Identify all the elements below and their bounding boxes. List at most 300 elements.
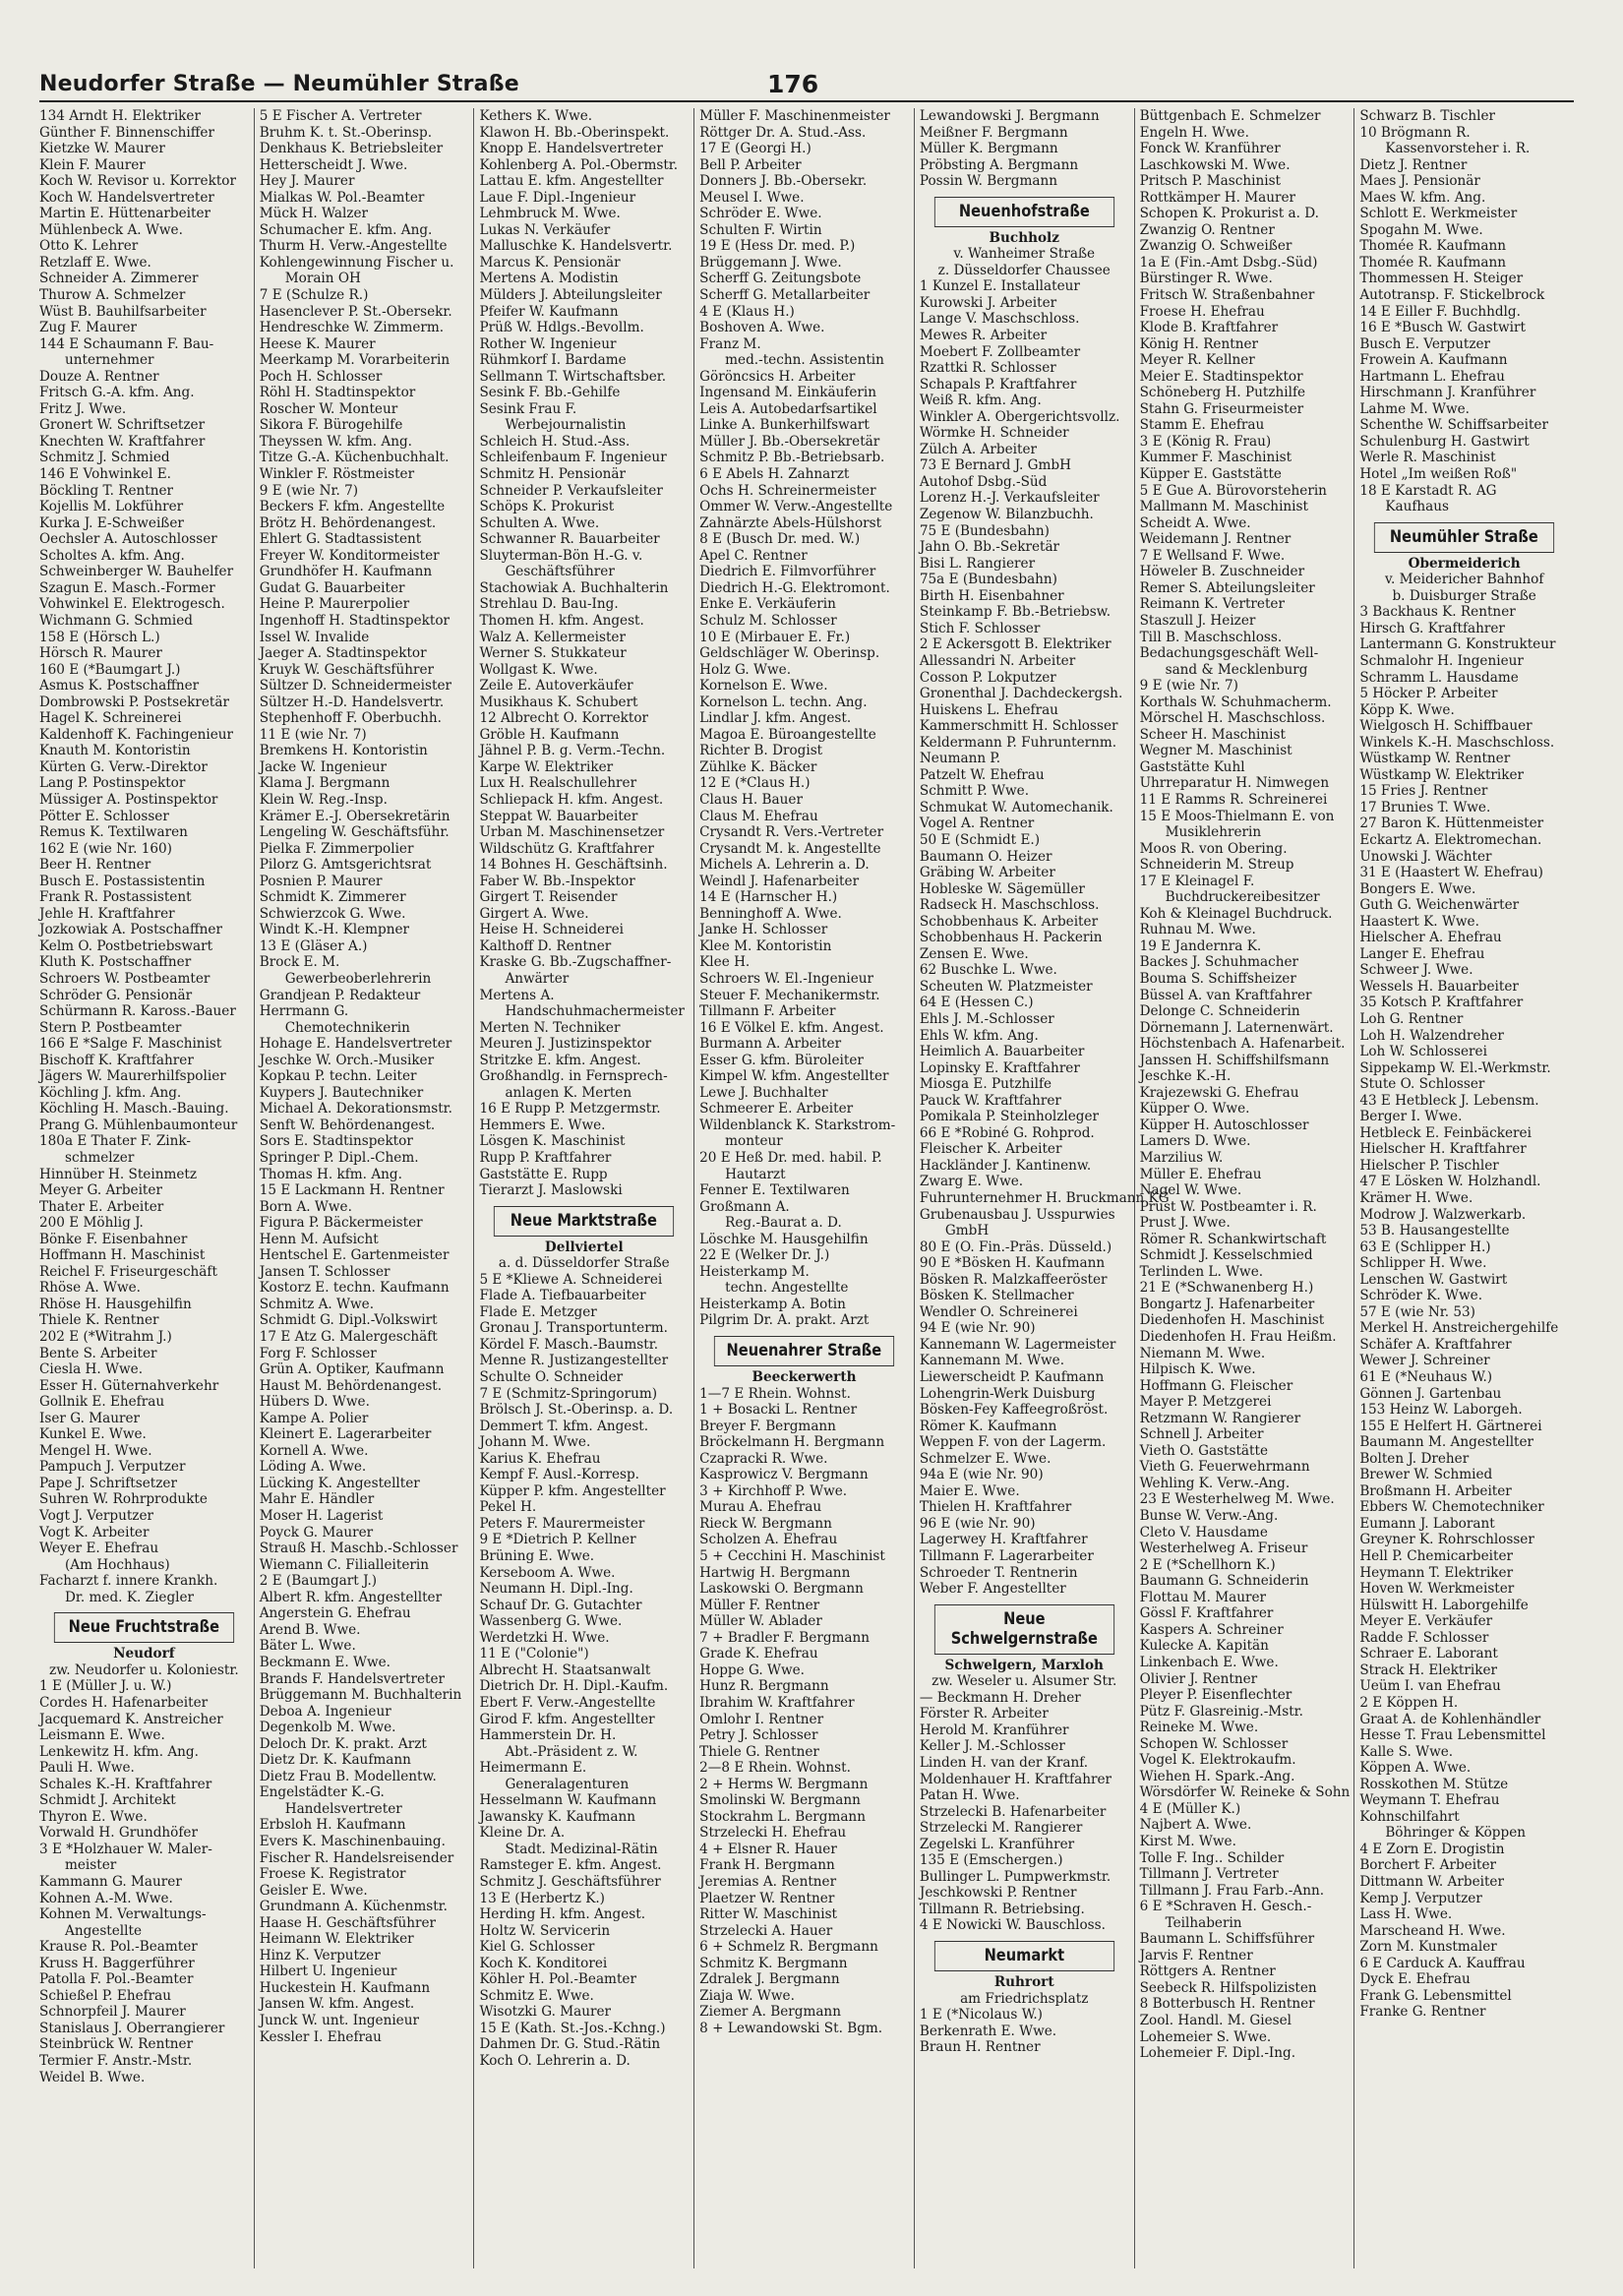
resident-entry: Müller K. Bergmann xyxy=(919,141,1058,157)
resident-entry: Flade E. Metzger xyxy=(479,1303,597,1320)
resident-entry: Fenner E. Textilwaren xyxy=(699,1182,850,1199)
resident-entry: Diedrich E. Filmvorführer xyxy=(699,564,876,580)
resident-entry: Jansen T. Schlosser xyxy=(259,1263,391,1280)
resident-entry: Stute O. Schlosser xyxy=(1359,1076,1485,1093)
resident-entry: Schmeerer E. Arbeiter xyxy=(699,1101,854,1118)
resident-entry: Stamm E. Ehefrau xyxy=(1139,417,1265,434)
resident-entry: Sültzer D. Schneidermeister xyxy=(259,678,452,695)
resident-entry: Evers K. Maschinenbauing. xyxy=(259,1833,446,1849)
resident-entry: Esser G. kfm. Büroleiter xyxy=(699,1052,864,1068)
resident-entry: Issel W. Invalide xyxy=(259,629,370,645)
resident-entry: Busch E. Postassistentin xyxy=(39,873,206,889)
resident-entry: Pape J. Schriftsetzer xyxy=(39,1475,177,1491)
resident-entry: 4 E Nowicki W. Bauschloss. xyxy=(919,1917,1106,1934)
resident-entry: König H. Rentner xyxy=(1139,335,1258,352)
resident-entry: Hotel „Im weißen Roß" xyxy=(1359,466,1518,483)
resident-entry: Radseck H. Maschschloss. xyxy=(919,897,1100,914)
resident-entry: Prang G. Mühlenbaumonteur xyxy=(39,1117,238,1133)
resident-entry: Schraer E. Laborant xyxy=(1359,1646,1498,1662)
resident-entry: Diedenhofen H. Maschinist xyxy=(1139,1312,1325,1329)
resident-entry: Meyer E. Verkäufer xyxy=(1359,1613,1493,1630)
resident-entry: Poch H. Schlosser xyxy=(259,368,383,385)
resident-entry: Moser H. Lagerist xyxy=(259,1508,384,1525)
resident-entry-continuation: Kassenvorsteher i. R. xyxy=(1385,141,1531,157)
resident-entry: Schlott E. Werkmeister xyxy=(1359,206,1518,222)
resident-entry: Winkler A. Obergerichtsvollz. xyxy=(919,408,1120,425)
resident-entry: Reineke M. Wwe. xyxy=(1139,1720,1259,1736)
resident-entry: Pampuch J. Verputzer xyxy=(39,1459,186,1476)
resident-entry: Werle R. Maschinist xyxy=(1359,450,1496,466)
resident-entry: Murau A. Ehefrau xyxy=(699,1499,822,1516)
resident-entry: Gronert W. Schriftsetzer xyxy=(39,417,206,434)
resident-entry: Schmitz H. Pensionär xyxy=(479,466,626,483)
resident-entry: Römer K. Kaufmann xyxy=(919,1418,1057,1434)
resident-entry: Lenkewitz H. kfm. Ang. xyxy=(39,1743,199,1760)
resident-entry: 96 E (wie Nr. 90) xyxy=(919,1515,1036,1532)
resident-entry: 2 E (Baumgart J.) xyxy=(259,1573,378,1590)
resident-entry: Martin E. Hüttenarbeiter xyxy=(39,206,211,222)
resident-entry: Radde F. Schlosser xyxy=(1359,1629,1489,1646)
resident-entry: Klee M. Kontoristin xyxy=(699,937,832,954)
resident-entry: Kammann G. Maurer xyxy=(39,1873,182,1890)
resident-entry: Wegner M. Maschinist xyxy=(1139,743,1292,759)
resident-entry: Guth G. Weichenwärter xyxy=(1359,897,1520,914)
resident-entry: 144 E Schaumann F. Bau- xyxy=(39,335,214,352)
resident-entry: Langer E. Ehefrau xyxy=(1359,945,1485,962)
resident-entry: Großmann A. xyxy=(699,1198,790,1215)
resident-entry: 8 E (Busch Dr. med. W.) xyxy=(699,531,861,548)
resident-entry: Mertens A. Modistin xyxy=(479,271,619,287)
resident-entry: Westerhelweg A. Friseur xyxy=(1139,1541,1308,1557)
resident-entry: 1 Kunzel E. Installateur xyxy=(919,278,1080,295)
resident-entry: Schmitz E. Wwe. xyxy=(479,1987,594,2004)
resident-entry: Hammerstein Dr. H. xyxy=(479,1727,617,1744)
resident-entry: Wehling K. Verw.-Ang. xyxy=(1139,1475,1291,1491)
resident-entry-continuation: Morain OH xyxy=(284,271,361,287)
resident-entry: Wüstkamp W. Rentner xyxy=(1359,751,1511,767)
resident-entry: 66 E *Robiné G. Rohprod. xyxy=(919,1124,1095,1141)
resident-entry: Kurowski J. Arbeiter xyxy=(919,294,1057,311)
resident-entry: Thyron E. Wwe. xyxy=(39,1808,148,1825)
resident-entry: 75 E (Bundesbahn) xyxy=(919,522,1050,539)
resident-entry: Jaeger A. Stadtinspektor xyxy=(259,645,427,662)
resident-entry: Vogt J. Verputzer xyxy=(39,1508,154,1525)
resident-entry: Kelm O. Postbetriebswart xyxy=(39,937,213,954)
resident-entry: Junck W. unt. Ingenieur xyxy=(259,2012,419,2028)
resident-entry: Hasenclever P. St.-Obersekr. xyxy=(259,303,452,320)
resident-entry: Graat A. de Kohlenhändler xyxy=(1359,1711,1541,1727)
resident-entry: Neumann H. Dipl.-Ing. xyxy=(479,1581,633,1598)
resident-entry-continuation: Böhringer & Köppen xyxy=(1385,1825,1527,1842)
resident-entry: Ingenhoff H. Stadtinspektor xyxy=(259,612,451,629)
resident-entry: Maes J. Pensionär xyxy=(1359,173,1480,190)
resident-entry: 200 E Möhlig J. xyxy=(39,1215,144,1232)
resident-entry: Krajezewski G. Ehefrau xyxy=(1139,1084,1299,1101)
resident-entry: Hielscher H. Kraftfahrer xyxy=(1359,1141,1527,1158)
resident-entry: Wassenberg G. Wwe. xyxy=(479,1613,623,1630)
resident-entry: Hetterscheidt J. Wwe. xyxy=(259,156,408,173)
resident-entry: Ebert F. Verw.-Angestellte xyxy=(479,1694,656,1711)
resident-entry: Koch W. Handelsvertreter xyxy=(39,189,214,206)
resident-entry: Thurow A. Schmelzer xyxy=(39,287,186,304)
resident-entry: Lass H. Wwe. xyxy=(1359,1906,1453,1923)
resident-entry: Facharzt f. innere Krankh. xyxy=(39,1573,218,1590)
resident-entry: Schröder G. Pensionär xyxy=(39,987,193,1003)
resident-entry: Kruss H. Baggerführer xyxy=(39,1955,195,1971)
street-heading: Neue Fruchtstraße xyxy=(54,1612,234,1643)
resident-entry: Strzelecki H. Ehefrau xyxy=(699,1825,847,1842)
resident-entry: Strehlau D. Bau-Ing. xyxy=(479,596,619,613)
resident-entry: Baumann M. Angestellter xyxy=(1359,1434,1534,1451)
resident-entry: Dittmann W. Arbeiter xyxy=(1359,1873,1504,1890)
street-extent: am Friedrichsplatz xyxy=(960,1990,1089,2007)
resident-entry: Ruhnau M. Wwe. xyxy=(1139,922,1256,938)
resident-entry: Jeschke K.-H. xyxy=(1139,1068,1232,1085)
resident-entry: Szagun E. Masch.-Former xyxy=(39,579,215,596)
resident-entry: Kannemann W. Lagermeister xyxy=(919,1336,1116,1353)
resident-entry: Pröbsting A. Bergmann xyxy=(919,156,1079,173)
resident-entry: Hielscher A. Ehefrau xyxy=(1359,930,1502,946)
resident-entry: Stritzke E. kfm. Angest. xyxy=(479,1052,641,1068)
resident-entry: Mewes R. Arbeiter xyxy=(919,328,1048,344)
resident-entry: Kempf F. Ausl.-Korresp. xyxy=(479,1467,639,1483)
resident-entry: Wildschütz G. Kraftfahrer xyxy=(479,840,654,857)
resident-entry: Wiemann C. Filialleiterin xyxy=(259,1556,430,1573)
resident-entry: Reimann K. Vertreter xyxy=(1139,596,1285,613)
resident-entry: Pilorz G. Amtsgerichtsrat xyxy=(259,857,432,874)
resident-entry: 8 + Lewandowski St. Bgm. xyxy=(699,2020,883,2036)
resident-entry: Weyer E. Ehefrau xyxy=(39,1541,159,1557)
resident-entry: 14 Bohnes H. Geschäftsinh. xyxy=(479,857,668,874)
resident-entry: Urban M. Maschinensetzer xyxy=(479,824,665,841)
resident-entry: Thiele K. Rentner xyxy=(39,1312,159,1329)
resident-entry: Menne R. Justizangestellter xyxy=(479,1353,669,1369)
resident-entry: Forg F. Schlosser xyxy=(259,1345,377,1361)
resident-entry: Kurka J. E-Schweißer xyxy=(39,514,184,531)
street-extent: zw. Neudorfer u. Koloniestr. xyxy=(49,1662,239,1678)
resident-entry: Kornelson L. techn. Ang. xyxy=(699,694,868,710)
resident-entry: Kaldenhoff K. Fachingenieur xyxy=(39,726,234,743)
resident-entry: Schmitz J. Schmied xyxy=(39,450,170,466)
resident-entry: 15 E Lackmann H. Rentner xyxy=(259,1182,445,1199)
resident-entry: 80 E (O. Fin.-Präs. Düsseld.) xyxy=(919,1239,1112,1255)
resident-entry: Sluyterman-Bön H.-G. v. xyxy=(479,547,643,564)
resident-entry: Lohemeier F. Dipl.-Ing. xyxy=(1139,2045,1296,2062)
resident-entry: Czapracki R. Wwe. xyxy=(699,1450,828,1467)
resident-entry: Pritsch P. Maschinist xyxy=(1139,173,1282,190)
resident-entry: Baumann L. Schiffsführer xyxy=(1139,1931,1315,1948)
resident-entry: Geisler E. Wwe. xyxy=(259,1882,368,1899)
resident-entry: Zwanzig O. Rentner xyxy=(1139,221,1275,238)
resident-entry: Engelstädter K.-G. xyxy=(259,1784,385,1801)
resident-entry: Müller F. Rentner xyxy=(699,1597,820,1613)
resident-entry: Büttgenbach E. Schmelzer xyxy=(1139,108,1321,124)
resident-entry: Thomas H. kfm. Ang. xyxy=(259,1166,402,1182)
resident-entry: Merten N. Techniker xyxy=(479,1019,621,1036)
resident-entry-continuation: Teilhaberin xyxy=(1165,1914,1242,1931)
resident-entry: Prust W. Postbeamter i. R. xyxy=(1139,1198,1317,1215)
resident-entry: Lösgen K. Maschinist xyxy=(479,1133,626,1150)
resident-entry: Tierarzt J. Maslowski xyxy=(479,1182,623,1199)
district-name: Beeckerwerth xyxy=(751,1369,857,1386)
resident-entry: Denkhaus K. Betriebsleiter xyxy=(259,141,444,157)
resident-entry: Titze G.-A. Küchenbuchhalt. xyxy=(259,450,450,466)
resident-entry: 166 E *Salge F. Maschinist xyxy=(39,1036,222,1053)
resident-entry: Schapals P. Kraftfahrer xyxy=(919,376,1077,393)
resident-entry: Stachowiak A. Buchhalterin xyxy=(479,579,669,596)
resident-entry-continuation: GmbH xyxy=(944,1223,990,1239)
resident-entry: Zegelski L. Kranführer xyxy=(919,1836,1075,1852)
resident-entry: Sesink F. Bb.-Gehilfe xyxy=(479,385,621,401)
resident-entry: Omlohr I. Rentner xyxy=(699,1711,824,1727)
resident-entry: 57 E (wie Nr. 53) xyxy=(1359,1303,1475,1320)
resident-entry: 6 E Abels H. Zahnarzt xyxy=(699,466,850,483)
resident-entry: Schneider A. Zimmerer xyxy=(39,271,199,287)
resident-entry: Schulten A. Wwe. xyxy=(479,514,600,531)
resident-entry: Kleinert E. Lagerarbeiter xyxy=(259,1426,432,1443)
resident-entry: Braun H. Rentner xyxy=(919,2039,1041,2056)
street-heading: Neue Schwelgernstraße xyxy=(934,1604,1114,1655)
resident-entry: Otto K. Lehrer xyxy=(39,238,139,255)
resident-entry: Hartwig H. Bergmann xyxy=(699,1564,851,1581)
resident-entry: Jeremias A. Rentner xyxy=(699,1873,837,1890)
resident-entry: Jarvis F. Rentner xyxy=(1139,1947,1253,1964)
resident-entry: Ehlert G. Stadtassistent xyxy=(259,531,422,548)
resident-entry: 158 E (Hörsch L.) xyxy=(39,629,160,645)
resident-entry: Hülswitt H. Laborgehilfe xyxy=(1359,1597,1529,1613)
resident-entry: Steppat W. Bauarbeiter xyxy=(479,808,638,824)
resident-entry: Wewer J. Schreiner xyxy=(1359,1353,1490,1369)
resident-entry: Bischoff K. Kraftfahrer xyxy=(39,1052,194,1068)
resident-entry: Scherff G. Metallarbeiter xyxy=(699,287,871,304)
resident-entry: Koch W. Revisor u. Korrektor xyxy=(39,173,236,190)
resident-entry: Röttgers A. Rentner xyxy=(1139,1964,1276,1980)
resident-entry: Maier E. Wwe. xyxy=(919,1482,1020,1499)
resident-entry: Bongers E. Wwe. xyxy=(1359,880,1476,897)
resident-entry: Froese H. Ehefrau xyxy=(1139,303,1265,320)
resident-entry: Pütz F. Glasreinig.-Mstr. xyxy=(1139,1703,1303,1720)
resident-entry: Kruyk W. Geschäftsführer xyxy=(259,661,435,678)
resident-entry: Schramm L. Hausdame xyxy=(1359,669,1519,686)
resident-entry: Steinbrück W. Rentner xyxy=(39,2036,194,2053)
resident-entry: 9 E *Dietrich P. Kellner xyxy=(479,1532,636,1548)
resident-entry: 3 E *Holzhauer W. Maler- xyxy=(39,1841,212,1857)
resident-entry: Zool. Handl. M. Giesel xyxy=(1139,2012,1292,2028)
resident-entry: Gössl F. Kraftfahrer xyxy=(1139,1605,1274,1622)
resident-entry: Dyck E. Ehefrau xyxy=(1359,1971,1471,1988)
resident-entry: Hobleske W. Sägemüller xyxy=(919,880,1085,897)
resident-entry: Deloch Dr. K. prakt. Arzt xyxy=(259,1735,427,1752)
resident-entry: Schwierzcok G. Wwe. xyxy=(259,905,406,922)
resident-entry: Freyer W. Konditormeister xyxy=(259,547,440,564)
resident-entry: Oechsler A. Autoschlosser xyxy=(39,531,217,548)
resident-entry: Wollgast K. Wwe. xyxy=(479,661,598,678)
resident-entry: Benninghoff A. Wwe. xyxy=(699,905,842,922)
resident-entry: Hilpisch K. Wwe. xyxy=(1139,1361,1256,1378)
resident-entry: Stich F. Schlosser xyxy=(919,620,1041,636)
resident-entry: Gräbing W. Arbeiter xyxy=(919,865,1055,881)
resident-entry: Hunz R. Bergmann xyxy=(699,1678,829,1695)
resident-entry: Förster R. Arbeiter xyxy=(919,1706,1049,1722)
resident-entry: Patzelt W. Ehefrau xyxy=(919,766,1045,783)
resident-entry: Koch K. Konditorei xyxy=(479,1955,608,1971)
resident-entry: Richter B. Drogist xyxy=(699,743,823,759)
resident-entry: Meier E. Stadtinspektor xyxy=(1139,368,1303,385)
resident-entry: 135 E (Emschergen.) xyxy=(919,1852,1063,1869)
resident-entry: Löschke M. Hausgehilfin xyxy=(699,1231,869,1247)
resident-entry: Pielka F. Zimmerpolier xyxy=(259,840,414,857)
resident-entry: Wiehen H. Spark.-Ang. xyxy=(1139,1768,1295,1784)
resident-entry: 9 E (wie Nr. 7) xyxy=(1139,678,1238,695)
resident-entry: Beer H. Rentner xyxy=(39,857,151,874)
resident-entry: Stern P. Postbeamter xyxy=(39,1019,182,1036)
district-name: Schwelgern, Marxloh xyxy=(944,1657,1104,1673)
resident-entry: Weber F. Angestellter xyxy=(919,1581,1066,1598)
resident-entry: Meerkamp M. Vorarbeiterin xyxy=(259,352,451,369)
resident-entry: Weidel B. Wwe. xyxy=(39,2069,146,2085)
resident-entry-continuation: Buchdruckereibesitzer xyxy=(1165,889,1320,906)
resident-entry: Theyssen W. kfm. Ang. xyxy=(259,433,412,450)
resident-entry: Scherff G. Zeitungsbote xyxy=(699,271,862,287)
resident-entry: Bunse W. Verw.-Ang. xyxy=(1139,1508,1279,1525)
resident-entry: Johann M. Wwe. xyxy=(479,1434,591,1451)
resident-entry: Burmann A. Arbeiter xyxy=(699,1036,842,1053)
resident-entry: 4 E (Klaus H.) xyxy=(699,303,795,320)
resident-entry: Heimermann E. xyxy=(479,1760,587,1777)
resident-entry: Kohnschilfahrt xyxy=(1359,1808,1460,1825)
resident-entry: Zorn M. Kunstmaler xyxy=(1359,1939,1497,1956)
resident-entry: Claus H. Bauer xyxy=(699,791,803,808)
resident-entry: Lagerwey H. Kraftfahrer xyxy=(919,1532,1088,1548)
resident-entry: 14 E (Harnscher H.) xyxy=(699,889,838,906)
resident-entry: Franke G. Rentner xyxy=(1359,2004,1486,2021)
resident-entry: Schroers W. El.-Ingenieur xyxy=(699,970,874,987)
resident-entry: Wichmann G. Schmied xyxy=(39,612,193,629)
resident-entry: Birth H. Eisenbahner xyxy=(919,587,1064,604)
resident-entry: Kraske G. Bb.-Zugschaffner- xyxy=(479,954,672,971)
resident-entry: Koh & Kleinagel Buchdruck. xyxy=(1139,905,1333,922)
resident-entry: 17 E Atz G. Malergeschäft xyxy=(259,1329,438,1346)
resident-entry: Bönke F. Eisenbahner xyxy=(39,1231,188,1247)
resident-entry: Moldenhauer H. Kraftfahrer xyxy=(919,1771,1112,1787)
resident-entry: Hielscher P. Tischler xyxy=(1359,1157,1499,1174)
resident-entry: Asmus K. Postschaffner xyxy=(39,678,200,695)
resident-entry: Knopp E. Handelsvertreter xyxy=(479,141,663,157)
resident-entry: Brötz H. Behördenangest. xyxy=(259,514,437,531)
resident-entry: Backes J. Schuhmacher xyxy=(1139,954,1299,971)
resident-entry: Hackländer J. Kantinenw. xyxy=(919,1157,1092,1174)
resident-entry: Kohlenberg A. Pol.-Obermstr. xyxy=(479,156,679,173)
resident-entry: Köhler H. Pol.-Beamter xyxy=(479,1971,636,1988)
resident-entry: Keller J. M.-Schlosser xyxy=(919,1738,1065,1755)
resident-entry: Kördel F. Masch.-Baumstr. xyxy=(479,1336,659,1353)
resident-entry: Zülch A. Arbeiter xyxy=(919,441,1037,457)
resident-entry: Stephenhoff F. Oberbuchh. xyxy=(259,710,442,727)
resident-entry: Modrow J. Walzwerkarb. xyxy=(1359,1206,1527,1223)
resident-entry: Ochs H. Schreinermeister xyxy=(699,482,876,499)
resident-entry: 155 E Helfert H. Gärtnerei xyxy=(1359,1418,1542,1434)
resident-entry: Lohemeier S. Wwe. xyxy=(1139,2028,1272,2045)
resident-entry: Haase H. Geschäftsführer xyxy=(259,1914,437,1931)
resident-entry: 31 E (Haastert W. Ehefrau) xyxy=(1359,865,1543,881)
resident-entry-continuation: Gewerbeoberlehrerin xyxy=(284,970,432,987)
resident-entry: Jähnel P. B. g. Verm.-Techn. xyxy=(479,743,666,759)
resident-entry: Cleto V. Hausdame xyxy=(1139,1524,1268,1541)
resident-entry: Schulenburg H. Gastwirt xyxy=(1359,433,1530,450)
resident-entry: Schleifenbaum F. Ingenieur xyxy=(479,450,667,466)
resident-entry: 3 E (König R. Frau) xyxy=(1139,433,1272,450)
resident-entry: Tolle F. Ing.. Schilder xyxy=(1139,1849,1285,1866)
resident-entry: Smolinski W. Bergmann xyxy=(699,1792,861,1809)
resident-entry: Stahn G. Friseurmeister xyxy=(1139,400,1304,417)
resident-entry: Schmitz K. Bergmann xyxy=(699,1955,848,1971)
resident-entry: Flade A. Tiefbauarbeiter xyxy=(479,1288,646,1304)
resident-entry: Kasprowicz V. Bergmann xyxy=(699,1467,869,1483)
resident-entry: 1—7 E Rhein. Wohnst. xyxy=(699,1385,851,1402)
resident-entry: Lenschen W. Gastwirt xyxy=(1359,1271,1508,1288)
resident-entry: Schmidt K. Zimmerer xyxy=(259,889,406,906)
resident-entry: Schnorpfeil J. Maurer xyxy=(39,2004,186,2021)
resident-entry: Vohwinkel E. Elektrogesch. xyxy=(39,596,225,613)
resident-entry: Malluschke K. Handelsvertr. xyxy=(479,238,673,255)
resident-entry: Pauck W. Kraftfahrer xyxy=(919,1092,1061,1109)
resident-entry: 5 Höcker P. Arbeiter xyxy=(1359,686,1498,702)
resident-entry: Grade K. Ehefrau xyxy=(699,1646,818,1662)
resident-entry: Ehls W. kfm. Ang. xyxy=(919,1027,1039,1044)
resident-entry: Olivier J. Rentner xyxy=(1139,1670,1258,1687)
resident-entry: Demmert T. kfm. Angest. xyxy=(479,1418,649,1434)
resident-entry: Esser H. Güternahverkehr xyxy=(39,1377,219,1394)
resident-entry: Frank H. Bergmann xyxy=(699,1857,835,1874)
resident-entry: Haust M. Behördenangest. xyxy=(259,1377,443,1394)
resident-entry: 2 E Köppen H. xyxy=(1359,1694,1459,1711)
resident-entry: Najbert A. Wwe. xyxy=(1139,1817,1252,1834)
street-extent: b. Duisburger Straße xyxy=(1392,587,1536,604)
street-extent: z. Düsseldorfer Chaussee xyxy=(937,262,1111,278)
resident-entry: Korthals W. Schuhmacherm. xyxy=(1139,694,1332,710)
resident-entry: Schmalohr H. Ingenieur xyxy=(1359,652,1524,669)
resident-entry: Hartmann L. Ehefrau xyxy=(1359,368,1505,385)
resident-entry: Bröckelmann H. Bergmann xyxy=(699,1434,885,1451)
resident-entry: Posnien P. Maurer xyxy=(259,873,383,889)
resident-entry: Crysandt M. k. Angestellte xyxy=(699,840,881,857)
resident-entry: 17 E Kleinagel F. xyxy=(1139,873,1255,889)
resident-entry: Stanislaus J. Oberrangierer xyxy=(39,2020,225,2036)
resident-entry: Peters F. Maurermeister xyxy=(479,1515,645,1532)
resident-entry: Günther F. Binnenschiffer xyxy=(39,124,214,141)
street-heading: Neuenahrer Straße xyxy=(714,1336,894,1366)
street-heading: Neumarkt xyxy=(934,1941,1114,1971)
resident-entry: 90 E *Bösken H. Kaufmann xyxy=(919,1255,1106,1272)
resident-entry: Engeln H. Wwe. xyxy=(1139,124,1249,141)
resident-entry: Moos R. von Obering. xyxy=(1139,840,1288,857)
resident-entry: 1 + Bosacki L. Rentner xyxy=(699,1402,858,1419)
resident-entry: Dietz Frau B. Modellentw. xyxy=(259,1768,437,1784)
resident-entry: Diedenhofen H. Frau Heißm. xyxy=(1139,1329,1337,1346)
resident-entry: Müller F. Maschinenmeister xyxy=(699,108,890,124)
resident-entry: 1 E (Müller J. u. W.) xyxy=(39,1678,172,1695)
resident-entry: Lengeling W. Geschäftsführ. xyxy=(259,824,450,841)
resident-entry: 134 Arndt H. Elektriker xyxy=(39,108,201,124)
resident-entry: Kojellis M. Lokführer xyxy=(39,499,184,515)
resident-entry: Schnell J. Arbeiter xyxy=(1139,1426,1264,1443)
resident-entry: Roscher W. Monteur xyxy=(259,400,398,417)
resident-entry: Retzmann W. Rangierer xyxy=(1139,1410,1301,1426)
resident-entry: Wörsdörfer W. Reineke & Sohn xyxy=(1139,1784,1351,1801)
resident-entry: Schwanner R. Bauarbeiter xyxy=(479,531,660,548)
resident-entry: Fuhrunternehmer H. Bruckmann KG xyxy=(919,1190,1170,1206)
resident-entry: Vieth O. Gaststätte xyxy=(1139,1442,1269,1459)
